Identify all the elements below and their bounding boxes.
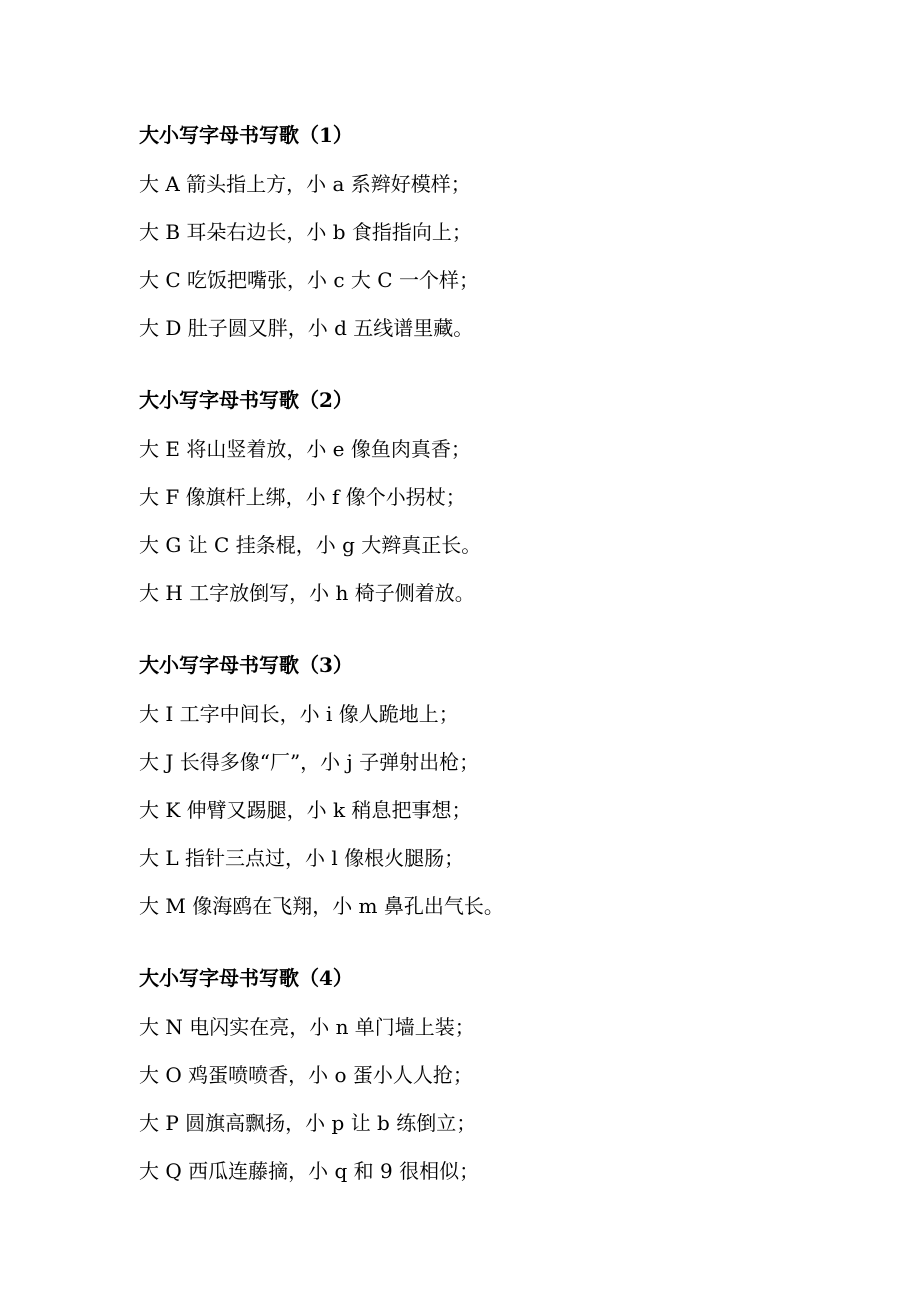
- section-heading: 大小写字母书写歌（1）: [139, 123, 353, 147]
- verse-line: 大 H 工字放倒写，小 h 椅子侧着放。: [139, 581, 475, 605]
- verse-line: 大 K 伸臂又踢腿，小 k 稍息把事想；: [139, 798, 472, 822]
- verse-line: 大 F 像旗杆上绑，小 f 像个小拐杖；: [139, 485, 466, 509]
- verse-line: 大 L 指针三点过，小 l 像根火腿肠；: [139, 846, 465, 870]
- verse-line: 大 N 电闪实在亮，小 n 单门墙上装；: [139, 1015, 475, 1039]
- verse-line: 大 G 让 C 挂条棍，小 g 大辫真正长。: [139, 533, 482, 557]
- verse-line: 大 J 长得多像“厂”，小 j 子弹射出枪；: [139, 750, 480, 774]
- verse-line: 大 B 耳朵右边长，小 b 食指指向上；: [139, 220, 472, 244]
- section-heading: 大小写字母书写歌（4）: [139, 966, 353, 990]
- verse-line: 大 Q 西瓜连藤摘，小 q 和 9 很相似；: [139, 1159, 480, 1183]
- verse-line: 大 A 箭头指上方，小 a 系辫好模样；: [139, 172, 471, 196]
- verse-line: 大 O 鸡蛋喷喷香，小 o 蛋小人人抢；: [139, 1063, 473, 1087]
- verse-line: 大 I 工字中间长，小 i 像人跪地上；: [139, 702, 459, 726]
- verse-line: 大 C 吃饭把嘴张，小 c 大 C 一个样；: [139, 268, 479, 292]
- verse-line: 大 D 肚子圆又胖，小 d 五线谱里藏。: [139, 316, 474, 340]
- verse-line: 大 M 像海鸥在飞翔，小 m 鼻孔出气长。: [139, 894, 504, 918]
- section-heading: 大小写字母书写歌（3）: [139, 653, 353, 677]
- section-heading: 大小写字母书写歌（2）: [139, 388, 353, 412]
- verse-line: 大 E 将山竖着放，小 e 像鱼肉真香；: [139, 437, 471, 461]
- verse-line: 大 P 圆旗高飘扬，小 p 让 b 练倒立；: [139, 1111, 477, 1135]
